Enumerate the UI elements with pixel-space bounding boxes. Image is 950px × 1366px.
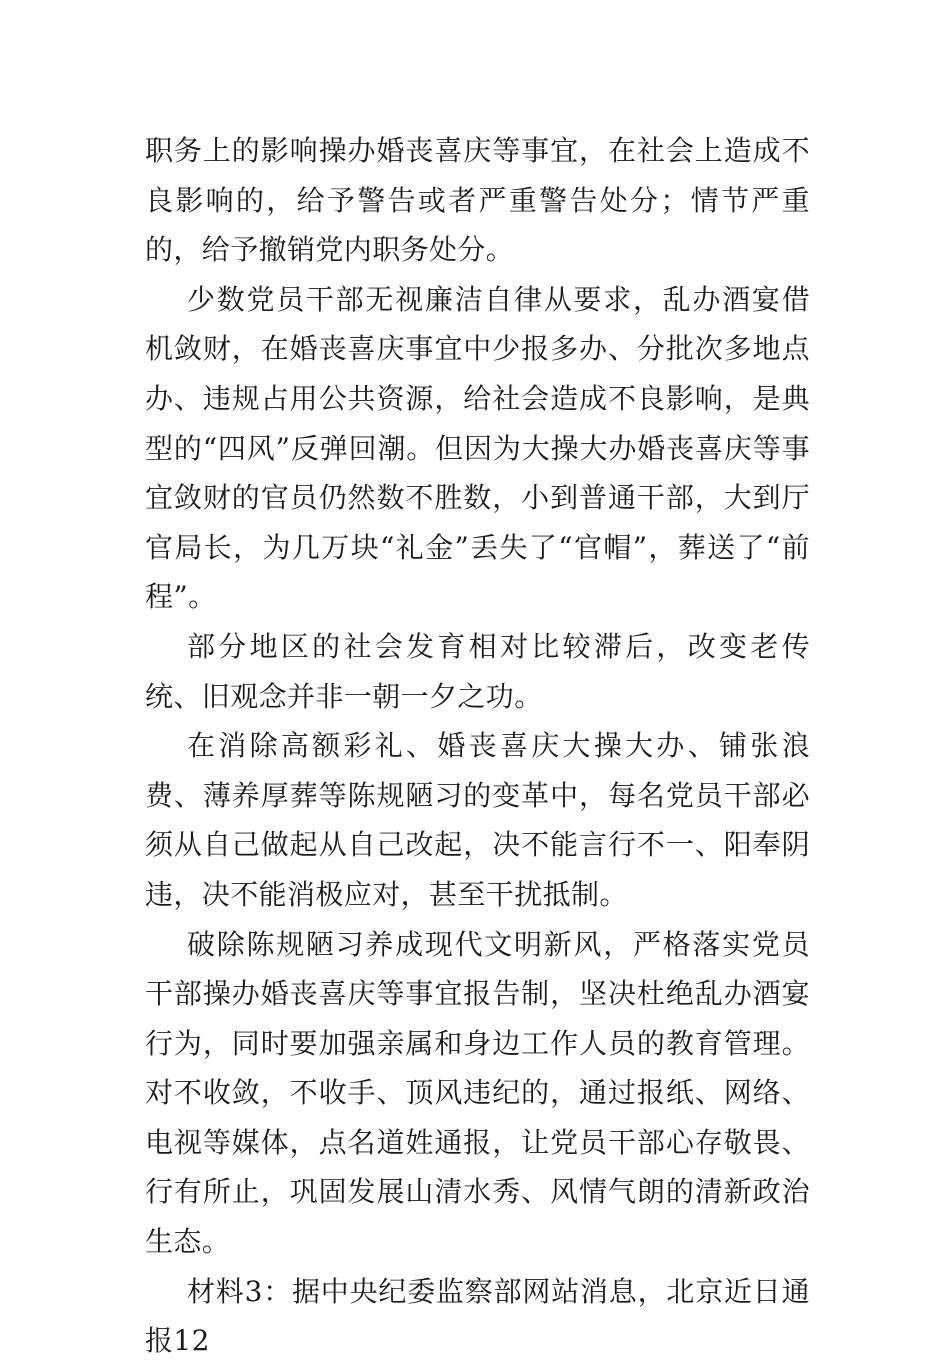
- paragraph-3: 部分地区的社会发育相对比较滞后，改变老传统、旧观念并非一朝一夕之功。: [145, 629, 810, 713]
- paragraph-5: 破除陈规陋习养成现代文明新风，严格落实党员干部操办婚丧喜庆等事宜报告制，坚决杜绝乱办酒宴行为，同时要加强亲属和身边工作人员的教育管理。对不收敛，不收手、顶风违纪的，通过报纸、网络、电视等媒体，点名道姓通报，让党员干部心存敬畏、行有所止，巩固发展山清水秀、风情气朗的清新政治生态。: [145, 927, 810, 1259]
- paragraph-6: 材料3：据中央纪委监察部网站消息，北京近日通报12: [145, 1274, 810, 1358]
- document-body: [145, 126, 810, 1366]
- paragraph-4: 在消除高额彩礼、婚丧喜庆大操大办、铺张浪费、薄养厚葬等陈规陋习的变革中，每名党员干部必须从自己做起从自己改起，决不能言行不一、阳奉阴违，决不能消极应对，甚至干扰抵制。: [145, 729, 810, 911]
- paragraph-1: 职务上的影响操办婚丧喜庆等事宜，在社会上造成不良影响的，给予警告或者严重警告处分；情节严重的，给予撤销党内职务处分。: [145, 134, 810, 267]
- paragraph-2: 少数党员干部无视廉洁自律从要求，乱办酒宴借机敛财，在婚丧喜庆事宜中少报多办、分批次多地点办、违规占用公共资源，给社会造成不良影响，是典型的“四风”反弹回潮。但因为大操大办婚丧喜庆等事宜敛财的官员仍然数不胜数，小到普通干部，大到厅官局长，为几万块“礼金”丢失了“官帽”，葬送了“前程”。: [145, 282, 810, 614]
